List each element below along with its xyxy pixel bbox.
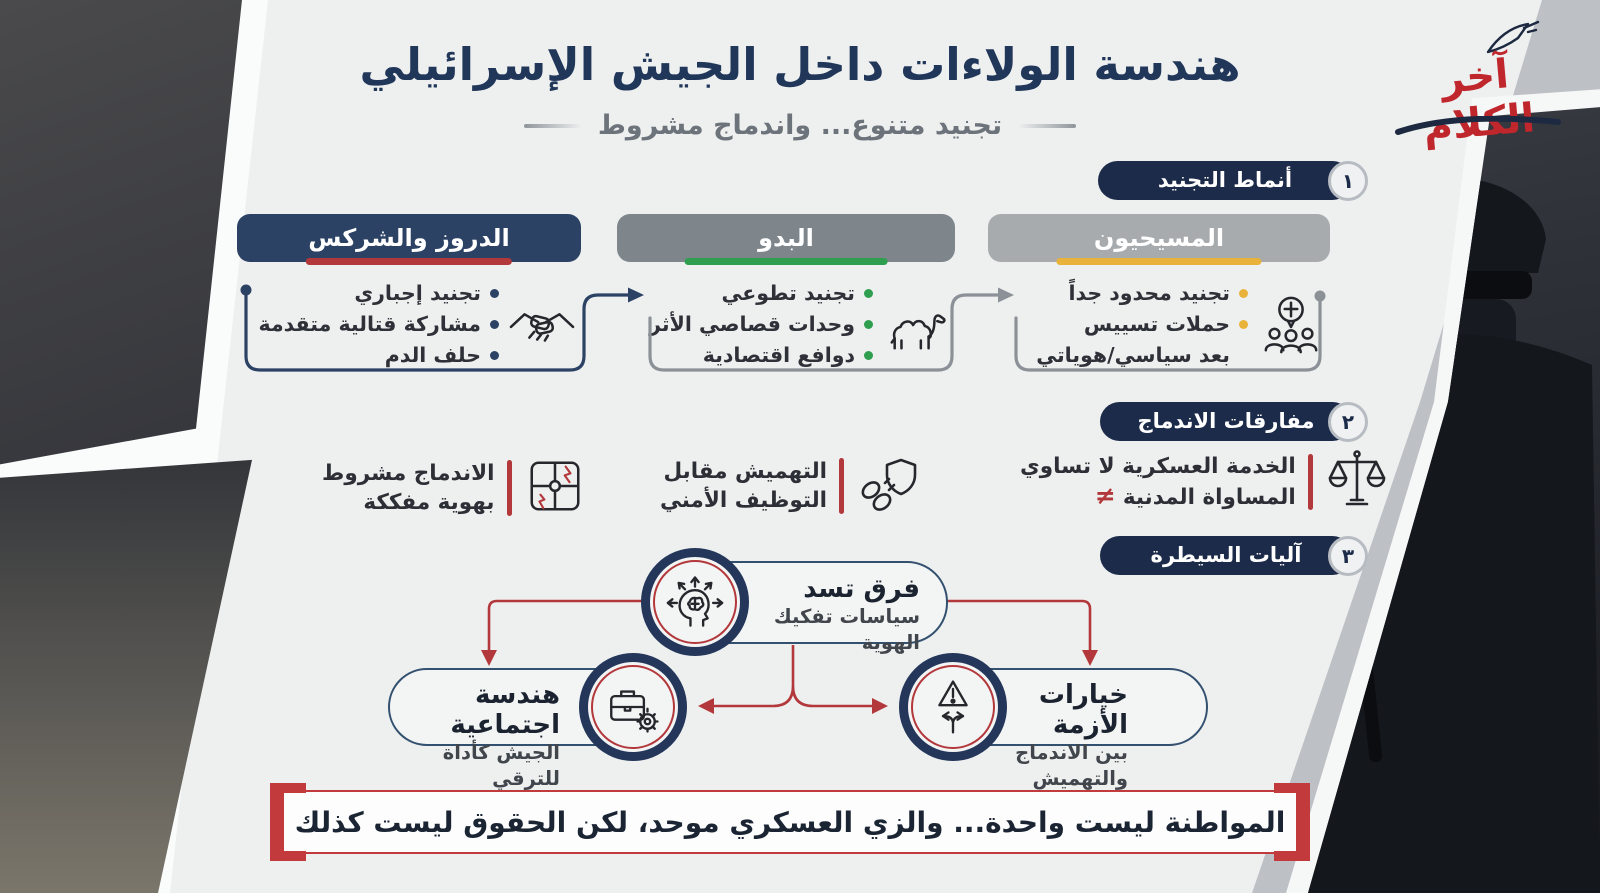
group-box-druze-circassians: [237, 214, 581, 371]
bullet-text: تجنيد تطوعي: [721, 281, 855, 305]
bullet-dot: [864, 320, 873, 329]
bullet-dot: [490, 320, 499, 329]
bullet-text: حلف الدم: [384, 343, 481, 367]
bullet-dot: [864, 289, 873, 298]
group-body: [237, 262, 581, 371]
bullet-item: [992, 340, 1248, 371]
bullet-item: [992, 278, 1248, 309]
flow-node-subtitle: سياسات تفكيك الهوية: [773, 605, 920, 654]
paradox-line: الاندماج مشروط: [322, 461, 495, 486]
subtitle-dash: [524, 124, 582, 128]
flow-node-title: فرق تسد: [803, 574, 920, 604]
bullet-item: [241, 309, 499, 340]
red-bar: [507, 460, 512, 516]
paradox-item-marginalization: [660, 452, 920, 520]
accent-bar: [1056, 258, 1261, 265]
page-subtitle: تجنيد متنوع... واندماج مشروط: [597, 110, 1003, 141]
red-bar: [1308, 454, 1313, 510]
paradox-text: [1020, 452, 1296, 512]
accent-bar: [306, 258, 512, 265]
crisis-fork-icon: [899, 653, 1007, 761]
church-group-icon: [1256, 294, 1326, 356]
flow-node-subtitle: بين الاندماج والتهميش: [1015, 741, 1128, 790]
bullet-item: [241, 340, 499, 371]
bullet-text: وحدات قصاصي الأثر: [649, 312, 855, 336]
footer-banner: [272, 790, 1308, 854]
bullet-text: بعد سياسي/هوياتي: [1036, 343, 1230, 367]
paradox-text: [322, 459, 495, 517]
bullet-dot: [864, 351, 873, 360]
bullet-dot: [1239, 289, 1248, 298]
bullet-item: [992, 309, 1248, 340]
accent-bar: [685, 258, 888, 265]
logo-underline-swoosh: [1392, 116, 1564, 138]
paradox-item-conditional-integration: [322, 455, 586, 521]
section-badge-control-mechanisms: [1100, 536, 1355, 575]
bullet-dot: [1239, 320, 1248, 329]
subtitle-row: [330, 110, 1270, 141]
footer-quote: المواطنة ليست واحدة... والزي العسكري موحد، لكن الحقوق ليست كذلك: [294, 805, 1286, 839]
not-equal-symbol: ≠: [1094, 481, 1116, 510]
bullet-text: حملات تسييس: [1083, 312, 1230, 336]
bullet-dot: [490, 289, 499, 298]
bullet-list: [992, 278, 1248, 371]
handshake-icon: [507, 300, 577, 350]
bullet-text: تجنيد محدود جداً: [1068, 281, 1230, 305]
bullet-item: [241, 278, 499, 309]
paradox-text: [660, 457, 827, 515]
subtitle-dash: [1018, 124, 1076, 128]
paradox-line: التوظيف الأمني: [660, 488, 828, 513]
red-bar: [839, 458, 844, 514]
briefcase-gear-icon: [579, 653, 687, 761]
puzzle-icon: [524, 455, 586, 521]
banner-bracket-right: [1274, 783, 1310, 861]
mind-arrows-icon: [641, 548, 749, 656]
group-box-christians: [988, 214, 1330, 371]
scales-icon: [1325, 448, 1389, 516]
flow-node-subtitle: الجيش كأداة للترقي: [442, 741, 560, 790]
group-name: المسيحيون: [1093, 224, 1225, 252]
group-header: [617, 214, 955, 262]
chain-shield-icon: [856, 452, 920, 520]
paradox-line: بهوية مفككة: [363, 490, 495, 515]
section-number: ٢: [1328, 402, 1368, 442]
group-box-bedouins: [617, 214, 955, 371]
camel-icon: [881, 297, 951, 353]
paradox-item-military-service: [1020, 448, 1389, 516]
bullet-item: [621, 278, 873, 309]
bullet-item: [621, 309, 873, 340]
group-body: [988, 262, 1330, 371]
flow-node-title: هندسة اجتماعية: [450, 680, 560, 740]
paradox-line: الخدمة العسكرية لا تساوي: [1020, 454, 1296, 479]
logo: [1382, 18, 1572, 151]
section-title: أنماط التجنيد: [1157, 168, 1293, 192]
paradox-line: التهميش مقابل: [663, 459, 828, 484]
group-header: [237, 214, 581, 262]
bullet-dot: [490, 351, 499, 360]
page-title: هندسة الولاءات داخل الجيش الإسرائيلي: [359, 38, 1241, 91]
section-badge-integration-paradoxes: [1100, 402, 1355, 441]
bullet-item: [621, 340, 873, 371]
group-header: [988, 214, 1330, 262]
section-badge-recruitment-patterns: [1098, 161, 1355, 200]
bullet-list: [621, 278, 873, 371]
section-number: ١: [1328, 161, 1368, 201]
section-title: مفارقات الاندماج: [1137, 409, 1315, 433]
paradox-line: المساواة المدنية≠: [1094, 481, 1296, 510]
banner-bracket-left: [270, 783, 306, 861]
group-name: البدو: [758, 224, 814, 252]
group-name: الدروز والشركس: [308, 224, 510, 252]
bullet-text: مشاركة قتالية متقدمة: [258, 312, 481, 336]
group-body: [617, 262, 955, 371]
section-number: ٣: [1328, 536, 1368, 576]
bullet-text: تجنيد إجباري: [354, 281, 481, 305]
logo-wordmark: آخر الكلام: [1421, 51, 1537, 151]
flow-node-title: خيارات الأزمة: [1038, 680, 1128, 740]
bullet-text: دوافع اقتصادية: [702, 343, 855, 367]
section-title: آليات السيطرة: [1150, 543, 1302, 567]
bullet-list: [241, 278, 499, 371]
